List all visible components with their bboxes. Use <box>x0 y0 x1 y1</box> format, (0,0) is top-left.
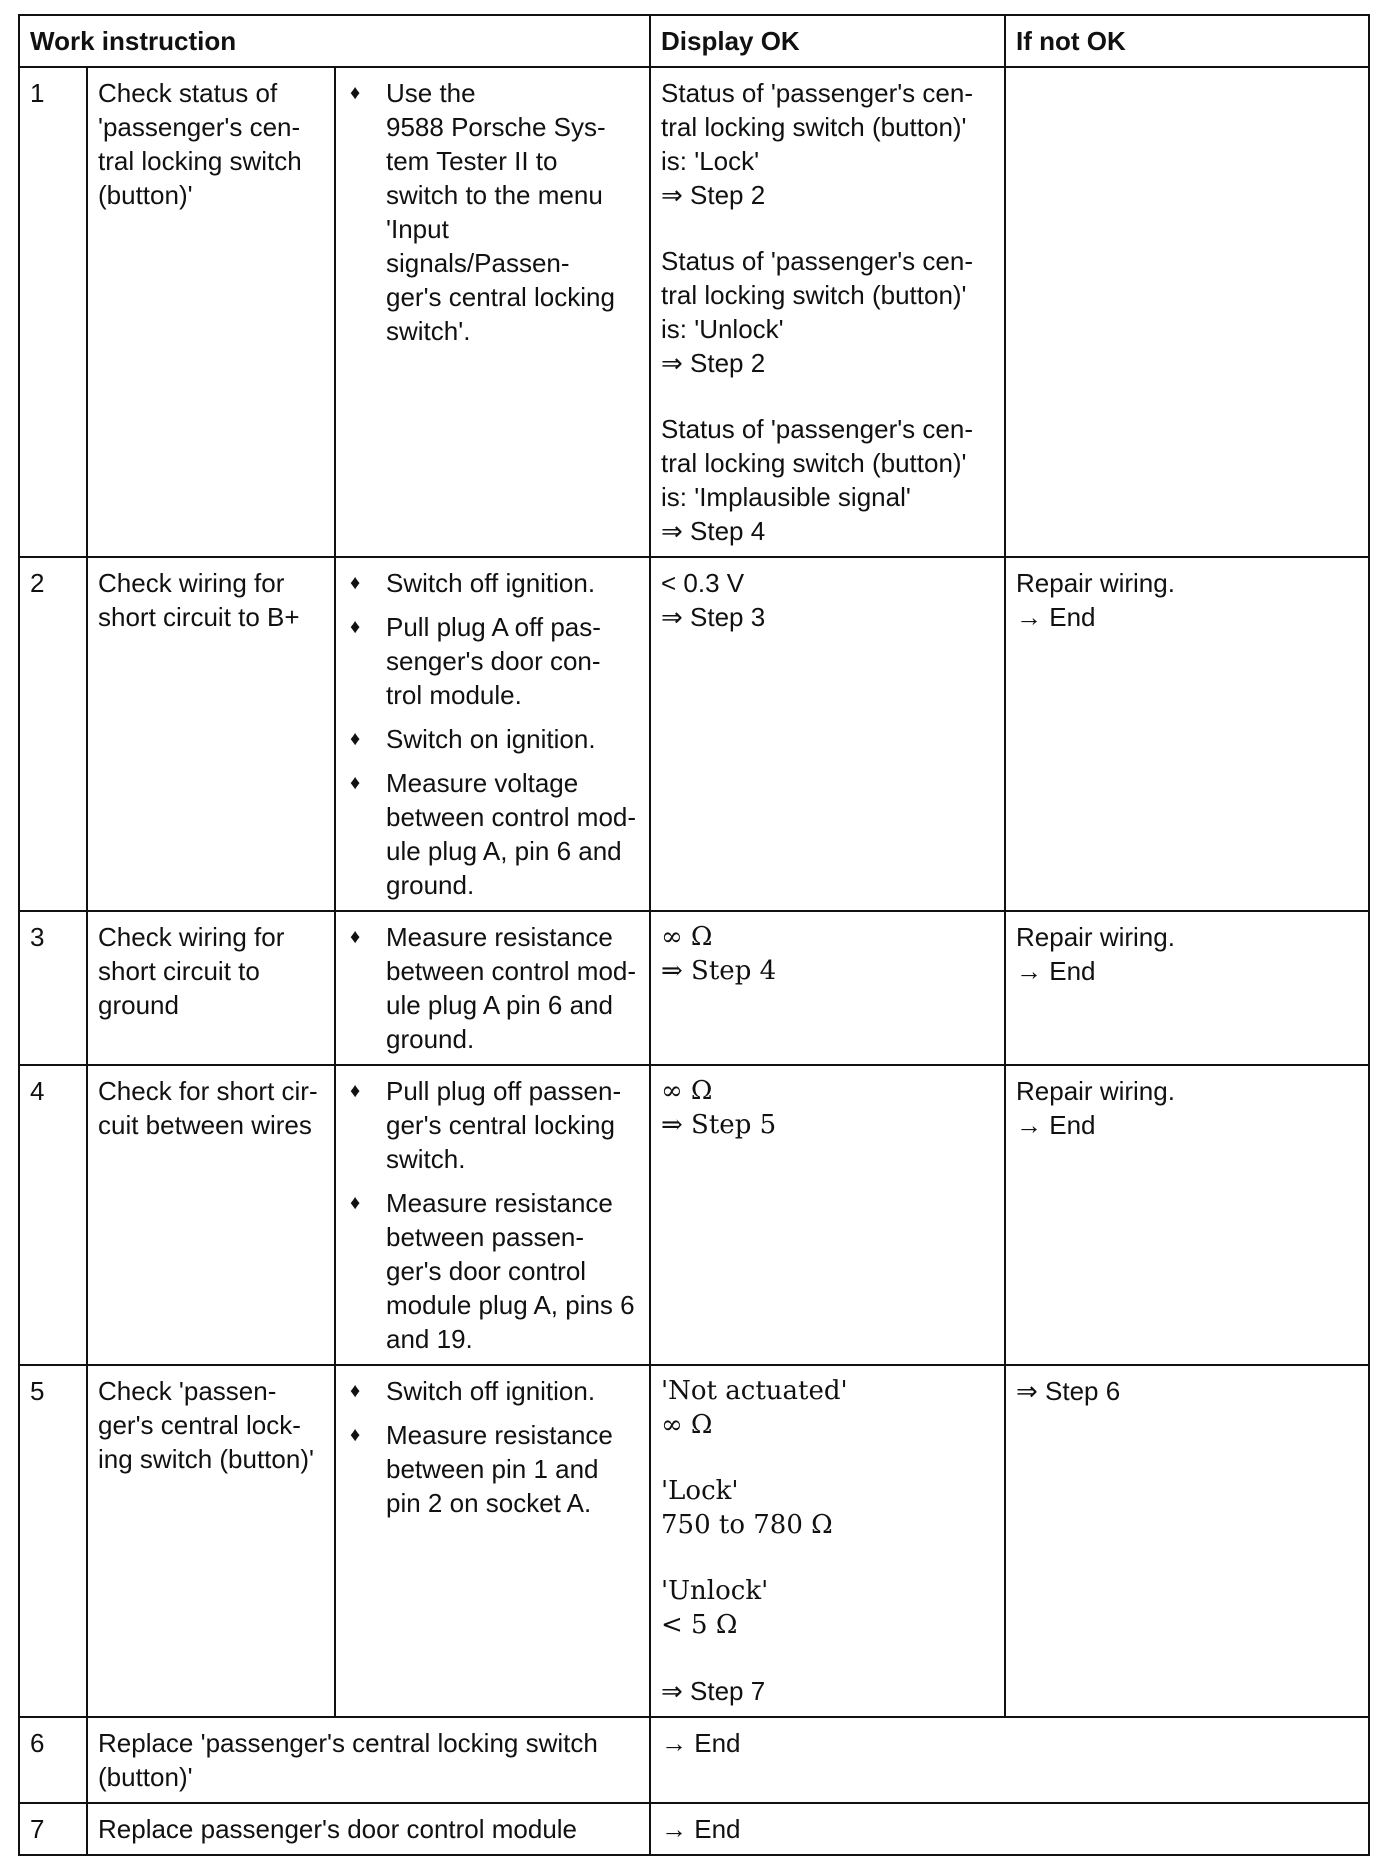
display-ok-cell <box>650 911 1005 1065</box>
display-ok-cell <box>650 67 1005 557</box>
step-number: 1 <box>19 67 87 557</box>
final-instruction: Replace passenger's door control module <box>87 1803 650 1855</box>
header-work-instruction: Work instruction <box>19 15 650 67</box>
if-not-ok-cell: Repair wiring. → End <box>1005 911 1369 1065</box>
if-not-ok-cell: Repair wiring. → End <box>1005 1065 1369 1365</box>
table-row <box>19 557 1369 911</box>
work-steps <box>335 1365 650 1717</box>
check-description: Check wiring for short circuit to B+ <box>87 557 335 911</box>
display-ok-text: ∞ Ω ⇒ Step 4 <box>661 922 777 986</box>
step-number: 2 <box>19 557 87 911</box>
final-instruction: Replace 'passenger's central locking switch (button)' <box>87 1717 650 1803</box>
check-description: Check wiring for short circuit to ground <box>87 911 335 1065</box>
work-step: ♦ Measure resistance between pin 1 and pin 2 on socket A. <box>346 1418 639 1520</box>
step-number: 4 <box>19 1065 87 1365</box>
display-ok-text: ∞ Ω ⇒ Step 5 <box>661 1076 777 1140</box>
table-row <box>19 911 1369 1065</box>
display-ok-text: 'Not actuated' ∞ Ω <box>661 1376 848 1440</box>
step-number: 5 <box>19 1365 87 1717</box>
step-number: 3 <box>19 911 87 1065</box>
final-result: → End <box>650 1717 1369 1803</box>
table-row <box>19 1065 1369 1365</box>
header-display-ok: Display OK <box>650 15 1005 67</box>
work-steps <box>335 1065 650 1365</box>
work-step: ♦ Measure resistance between control mod- ule plug A pin 6 and ground. <box>346 920 639 1056</box>
table-row <box>19 1717 1369 1803</box>
work-step: ♦ Measure resistance between passen- ger's door control module plug A, pins 6 and 19. <box>346 1186 639 1356</box>
display-ok-cell <box>650 1065 1005 1365</box>
table-row <box>19 1365 1369 1717</box>
display-ok-text: 'Unlock' < 5 Ω <box>661 1576 769 1640</box>
work-step: ♦ Switch off ignition. <box>346 1374 639 1408</box>
step-number: 7 <box>19 1803 87 1855</box>
work-step: ♦ Pull plug A off pas- senger's door con- trol module. <box>346 610 639 712</box>
work-instruction-table <box>18 14 1370 1856</box>
check-description: Check for short cir- cuit between wires <box>87 1065 335 1365</box>
display-ok-text: Status of 'passenger's cen- tral locking switch (button)' is: 'Lock' ⇒ Step 2 <box>661 78 973 210</box>
header-row <box>19 15 1369 67</box>
display-ok-text: Status of 'passenger's cen- tral locking switch (button)' is: 'Implausible signal' ⇒ Step 4 <box>661 414 973 546</box>
work-steps <box>335 911 650 1065</box>
display-ok-text: 'Lock' 750 to 780 Ω <box>661 1476 833 1540</box>
display-ok-cell <box>650 1365 1005 1717</box>
work-steps <box>335 67 650 557</box>
step-number: 6 <box>19 1717 87 1803</box>
check-description: Check status of 'passenger's cen- tral locking switch (button)' <box>87 67 335 557</box>
table-row <box>19 1803 1369 1855</box>
table-row <box>19 67 1369 557</box>
header-if-not-ok: If not OK <box>1005 15 1369 67</box>
display-ok-cell <box>650 557 1005 911</box>
check-description: Check 'passen- ger's central lock- ing switch (button)' <box>87 1365 335 1717</box>
display-ok-text: Status of 'passenger's cen- tral locking switch (button)' is: 'Unlock' ⇒ Step 2 <box>661 246 973 378</box>
work-step: ♦ Switch on ignition. <box>346 722 639 756</box>
if-not-ok-cell <box>1005 67 1369 557</box>
work-steps <box>335 557 650 911</box>
if-not-ok-cell: Repair wiring. → End <box>1005 557 1369 911</box>
display-ok-text: < 0.3 V ⇒ Step 3 <box>661 568 766 632</box>
display-ok-text: ⇒ Step 7 <box>661 1676 766 1706</box>
final-result: → End <box>650 1803 1369 1855</box>
if-not-ok-cell: ⇒ Step 6 <box>1005 1365 1369 1717</box>
work-step: ♦ Use the 9588 Porsche Sys- tem Tester II to switch to the menu 'Input signals/Passen- ger's central locking switch'. <box>346 76 639 348</box>
work-step: ♦ Measure voltage between control mod- ule plug A, pin 6 and ground. <box>346 766 639 902</box>
work-step: ♦ Switch off ignition. <box>346 566 639 600</box>
work-step: ♦ Pull plug off passen- ger's central locking switch. <box>346 1074 639 1176</box>
